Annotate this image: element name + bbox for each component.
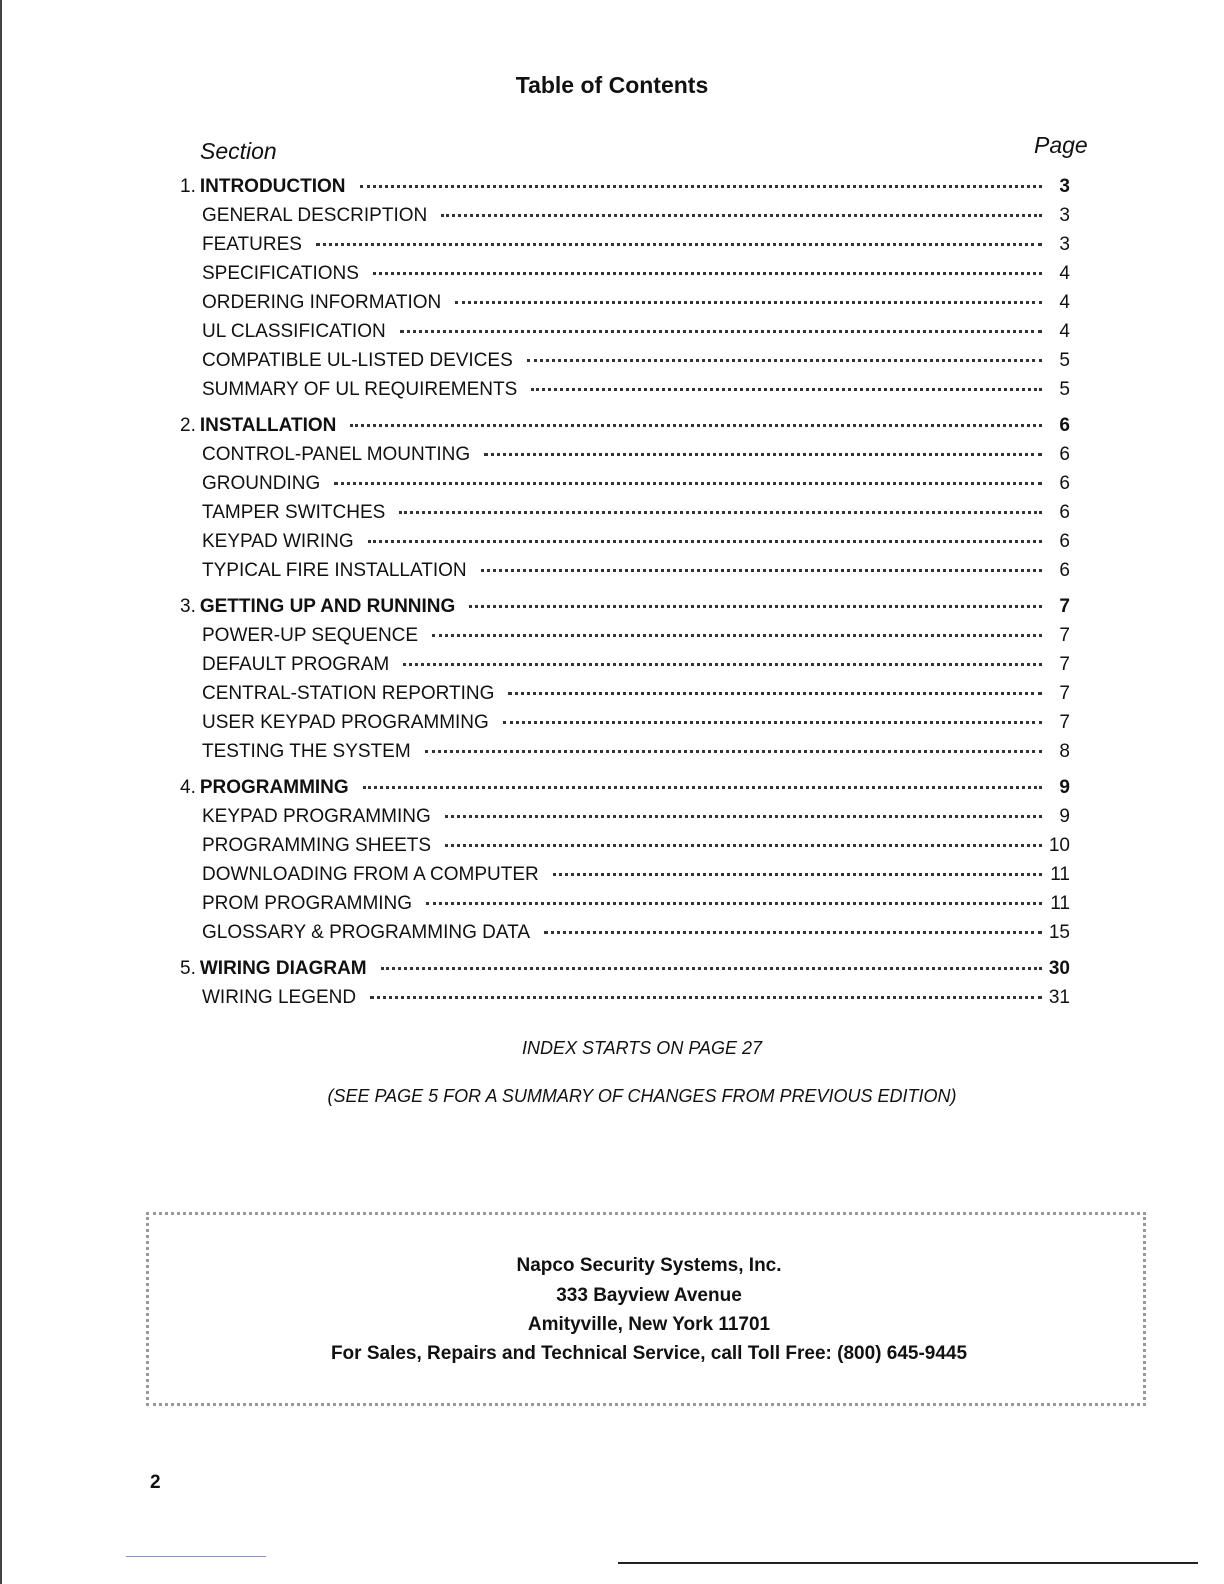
dot-leader [360, 185, 1042, 188]
toc-entry-row [180, 560, 1070, 589]
dot-leader [455, 301, 1042, 304]
toc-entry-row [180, 712, 1070, 741]
entry-title: GLOSSARY & PROGRAMMING DATA [202, 922, 530, 943]
entry-title: TYPICAL FIRE INSTALLATION [202, 560, 467, 581]
toc-entry-row [180, 444, 1070, 473]
section-number: 5. [180, 958, 196, 979]
entry-title: FEATURES [202, 234, 302, 255]
entry-title: SUMMARY OF UL REQUIREMENTS [202, 379, 518, 400]
entry-title: USER KEYPAD PROGRAMMING [202, 712, 489, 733]
dot-leader [381, 967, 1042, 970]
toc-entry-row [180, 893, 1070, 922]
toc-section-row [180, 958, 1070, 987]
entry-page-number: 7 [1059, 625, 1070, 646]
section-title: INSTALLATION [199, 415, 337, 436]
entry-page-number: 4 [1059, 263, 1070, 284]
company-name: Napco Security Systems, Inc. [516, 1255, 782, 1276]
toc-entry-row [180, 864, 1070, 893]
dot-leader [553, 873, 1042, 876]
dot-leader [508, 692, 1042, 695]
entry-page-number: 11 [1050, 864, 1070, 885]
page-column-header: Page [1034, 132, 1088, 158]
dot-leader [400, 330, 1042, 333]
toc-entry-row [180, 473, 1070, 502]
company-info-box [146, 1212, 1146, 1406]
entry-title: GENERAL DESCRIPTION [202, 205, 428, 226]
section-title: GETTING UP AND RUNNING [199, 596, 456, 617]
dot-leader [484, 453, 1042, 456]
dot-leader [350, 424, 1042, 427]
toc-entry-row [180, 379, 1070, 408]
toc-entry-row [180, 531, 1070, 560]
dot-leader [370, 996, 1042, 999]
entry-page-number: 15 [1048, 922, 1070, 943]
toc-section-row [180, 596, 1070, 625]
toc-entry-row [180, 350, 1070, 379]
entry-title: UL CLASSIFICATION [202, 321, 386, 342]
entry-title: DOWNLOADING FROM A COMPUTER [202, 864, 539, 885]
entry-title: ORDERING INFORMATION [202, 292, 442, 313]
section-page-number: 3 [1059, 176, 1070, 197]
entry-page-number: 4 [1059, 321, 1070, 342]
entry-page-number: 3 [1059, 234, 1070, 255]
entry-page-number: 7 [1059, 712, 1070, 733]
toc-entry-row [180, 205, 1070, 234]
entry-page-number: 6 [1059, 473, 1070, 494]
dot-leader [426, 902, 1042, 905]
dot-leader [432, 634, 1042, 637]
section-column-header: Section [200, 138, 277, 164]
dot-leader [481, 569, 1042, 572]
section-number: 3. [180, 596, 196, 617]
bottom-rule [618, 1562, 1198, 1564]
entry-page-number: 4 [1059, 292, 1070, 313]
company-street: 333 Bayview Avenue [556, 1285, 742, 1306]
toc-section-row [180, 777, 1070, 806]
entry-title: PROM PROGRAMMING [202, 893, 413, 914]
entry-title: SPECIFICATIONS [202, 263, 359, 284]
entry-title: DEFAULT PROGRAM [202, 654, 390, 675]
entry-title: TAMPER SWITCHES [202, 502, 386, 523]
toc-entry-row [180, 654, 1070, 683]
dot-leader [445, 815, 1042, 818]
section-page-number: 7 [1059, 596, 1070, 617]
section-title: PROGRAMMING [199, 777, 349, 798]
dot-leader [368, 540, 1042, 543]
toc-entry-row [180, 321, 1070, 350]
entry-title: KEYPAD WIRING [202, 531, 354, 552]
toc-entry-row [180, 741, 1070, 770]
entry-page-number: 31 [1048, 987, 1070, 1008]
toc-section-row [180, 176, 1070, 205]
dot-leader [441, 214, 1042, 217]
section-page-number: 30 [1048, 958, 1070, 979]
section-number: 4. [180, 777, 196, 798]
toc-entry-row [180, 292, 1070, 321]
index-note: INDEX STARTS ON PAGE 27 [521, 1038, 763, 1058]
section-number: 2. [180, 415, 196, 436]
entry-page-number: 8 [1059, 741, 1070, 762]
dot-leader [399, 511, 1042, 514]
section-number: 1. [180, 176, 196, 197]
dot-leader [469, 605, 1042, 608]
entry-page-number: 10 [1048, 835, 1070, 856]
company-service-line: For Sales, Repairs and Technical Service, call Toll Free: (800) 645-9445 [330, 1343, 968, 1364]
entry-title: KEYPAD PROGRAMMING [202, 806, 431, 827]
dot-leader [363, 786, 1042, 789]
toc-entry-row [180, 625, 1070, 654]
entry-page-number: 7 [1059, 654, 1070, 675]
entry-page-number: 6 [1059, 560, 1070, 581]
dot-leader [373, 272, 1042, 275]
entry-page-number: 6 [1059, 444, 1070, 465]
toc-entry-row [180, 502, 1070, 531]
dot-leader [503, 721, 1042, 724]
toc-entry-row [180, 234, 1070, 263]
entry-title: TESTING THE SYSTEM [202, 741, 411, 762]
section-title: WIRING DIAGRAM [199, 958, 367, 979]
dot-leader [531, 388, 1042, 391]
dot-leader [445, 844, 1042, 847]
entry-title: WIRING LEGEND [202, 987, 357, 1008]
toc-section-row [180, 415, 1070, 444]
dot-leader [527, 359, 1042, 362]
page-edge [0, 0, 2, 1584]
entry-title: CONTROL-PANEL MOUNTING [202, 444, 471, 465]
toc-entry-row [180, 835, 1070, 864]
entry-page-number: 11 [1050, 893, 1070, 914]
toc-entry-row [180, 263, 1070, 292]
page-title: Table of Contents [515, 72, 709, 98]
page-number: 2 [150, 1472, 161, 1493]
entry-title: POWER-UP SEQUENCE [202, 625, 419, 646]
toc-entry-row [180, 806, 1070, 835]
entry-title: GROUNDING [202, 473, 321, 494]
entry-page-number: 5 [1059, 379, 1070, 400]
entry-title: PROGRAMMING SHEETS [202, 835, 432, 856]
entry-title: CENTRAL-STATION REPORTING [202, 683, 495, 704]
toc-entry-row [180, 987, 1070, 1016]
dot-leader [316, 243, 1042, 246]
dot-leader [425, 750, 1042, 753]
section-page-number: 6 [1059, 415, 1070, 436]
table-of-contents [180, 176, 1070, 1016]
section-title: INTRODUCTION [199, 176, 346, 197]
dot-leader [544, 931, 1042, 934]
entry-page-number: 3 [1059, 205, 1070, 226]
toc-entry-row [180, 922, 1070, 951]
entry-page-number: 6 [1059, 531, 1070, 552]
bottom-rule [126, 1556, 266, 1557]
entry-page-number: 9 [1059, 806, 1070, 827]
entry-page-number: 5 [1059, 350, 1070, 371]
section-page-number: 9 [1059, 777, 1070, 798]
entry-title: COMPATIBLE UL-LISTED DEVICES [202, 350, 513, 371]
toc-entry-row [180, 683, 1070, 712]
dot-leader [403, 663, 1042, 666]
company-city: Amityville, New York 11701 [527, 1314, 771, 1335]
changes-note: (SEE PAGE 5 FOR A SUMMARY OF CHANGES FROM PREVIOUS EDITION) [327, 1086, 957, 1106]
dot-leader [334, 482, 1042, 485]
entry-page-number: 7 [1059, 683, 1070, 704]
entry-page-number: 6 [1059, 502, 1070, 523]
